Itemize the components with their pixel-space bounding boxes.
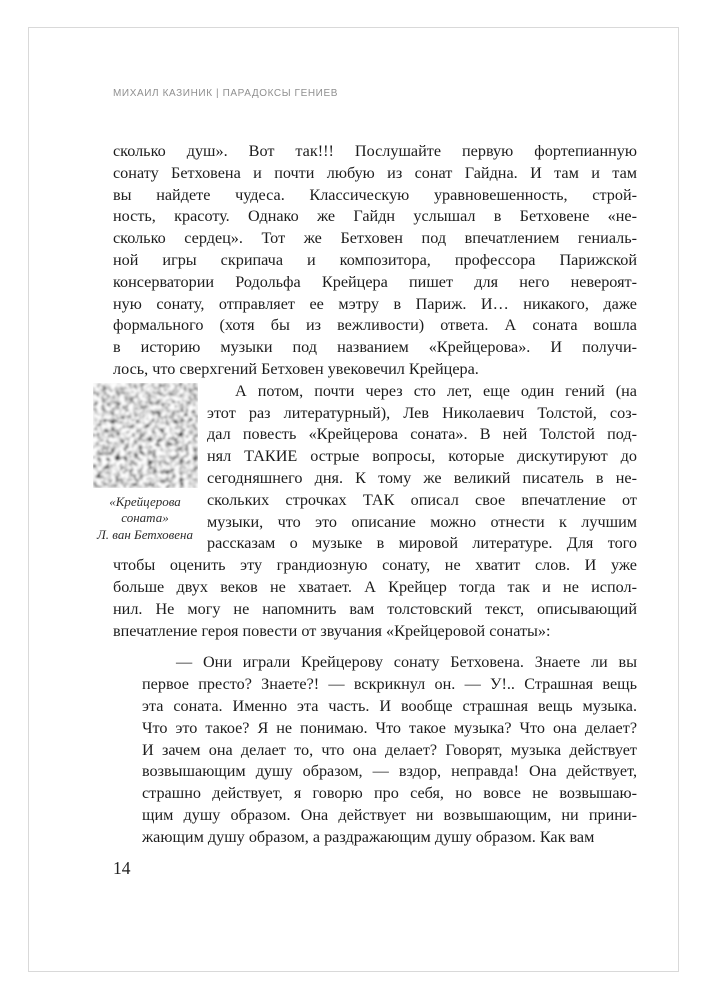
text-line: ную сонату, отправляет ее мэтру в Париж. И… никакого, даже [113,294,637,313]
text-line: скольких строчках ТАК описал свое впечатление от [207,490,637,509]
page-number: 14 [113,858,131,878]
running-header: МИХАИЛ КАЗИНИК | ПАРАДОКСЫ ГЕНИЕВ [113,88,338,99]
text-line: «Крейцерова [109,493,181,509]
text-line: возвышающим душу образом, — вздор, неправда! Она действует, [142,762,637,781]
text-line: Л. ван Бетховена [96,526,194,542]
text-line: впечатление героя повести от звучания «Крейцеровой сонаты»: [113,621,551,640]
text-line: музыки, что это описание можно отнести к лучшим [207,512,637,531]
text-line: страшно действует, я говорю про себя, но вовсе не возвышаю- [142,784,637,803]
image-caption [85,494,205,544]
quote-paragraph [142,652,637,848]
text-line: эта соната. Именно эта часть. И вообще страшная вещь музыка. [142,696,637,715]
text-line: дал повесть «Крейцерова соната». В ней Толстой под- [207,425,637,444]
kreutzer-figure [85,383,205,544]
text-line: вы найдете чудеса. Классическую уравновешенность, строй- [113,185,637,204]
text-line: соната» [121,510,169,526]
text-line: первое престо? Знаете?! — вскрикнул он. — У!.. Страшная вещь [142,675,637,694]
text-line: сегодняшнего дня. К тому же великий писатель в не- [207,468,637,487]
text-line: консерватории Родольфа Крейцера пишет для него невероят- [113,272,637,291]
text-line: нял ТАКИЕ острые вопросы, которые дискутируют до [207,447,637,466]
text-line: — Они играли Крейцерову сонату Бетховена. Знаете ли вы [176,653,637,672]
text-line: Что это такое? Я не понимаю. Что такое музыка? Что она делает? [142,718,637,737]
kreutzer-sonata-image [93,383,198,488]
text-line: чтобы оценить эту грандиозную сонату, не хватит слов. И уже [113,556,637,575]
text-line: И зачем она делает то, что она делает? Говорят, музыка действует [142,740,637,759]
text-line: А потом, почти через сто лет, еще один гений (на [235,381,637,400]
text-line: сколько сердец». Тот же Бетховен под впечатлением гениаль- [113,229,637,248]
text-line: формального (хотя бы из вежливости) ответа. А соната вошла [113,316,637,335]
text-line: лось, что сверхгений Бетховен увековечил Крейцера. [113,359,479,378]
text-line: рассказам о музыке в мировой литературе. Для того [207,534,637,553]
text-line: нил. Не могу не напомнить вам толстовский текст, описывающий [113,599,637,618]
text-column [96,141,637,849]
text-line: сколько душ». Вот так!!! Послушайте первую фортепианную [113,142,637,160]
text-line: щим душу образом. Она действует ни возвышающим, ни прини- [142,805,637,824]
text-line: жающим душу образом, а раздражающим душу образом. Как вам [142,827,595,846]
text-line: этот раз литературный), Лев Николаевич Толстой, соз- [207,403,637,422]
text-line: ной игры скрипача и композитора, профессора Парижской [113,250,637,269]
text-line: в историю музыки под названием «Крейцерова». И получи- [113,338,637,357]
text-line: больше двух веков не хватает. А Крейцер тогда так и не испол- [113,577,637,596]
text-line: сонату Бетховена и почти любую из сонат Гайдна. И там и там [113,163,637,182]
paragraph-1 [113,141,637,381]
text-line: ность, красоту. Однако же Гайдн услышал в Бетховене «не- [113,207,637,226]
